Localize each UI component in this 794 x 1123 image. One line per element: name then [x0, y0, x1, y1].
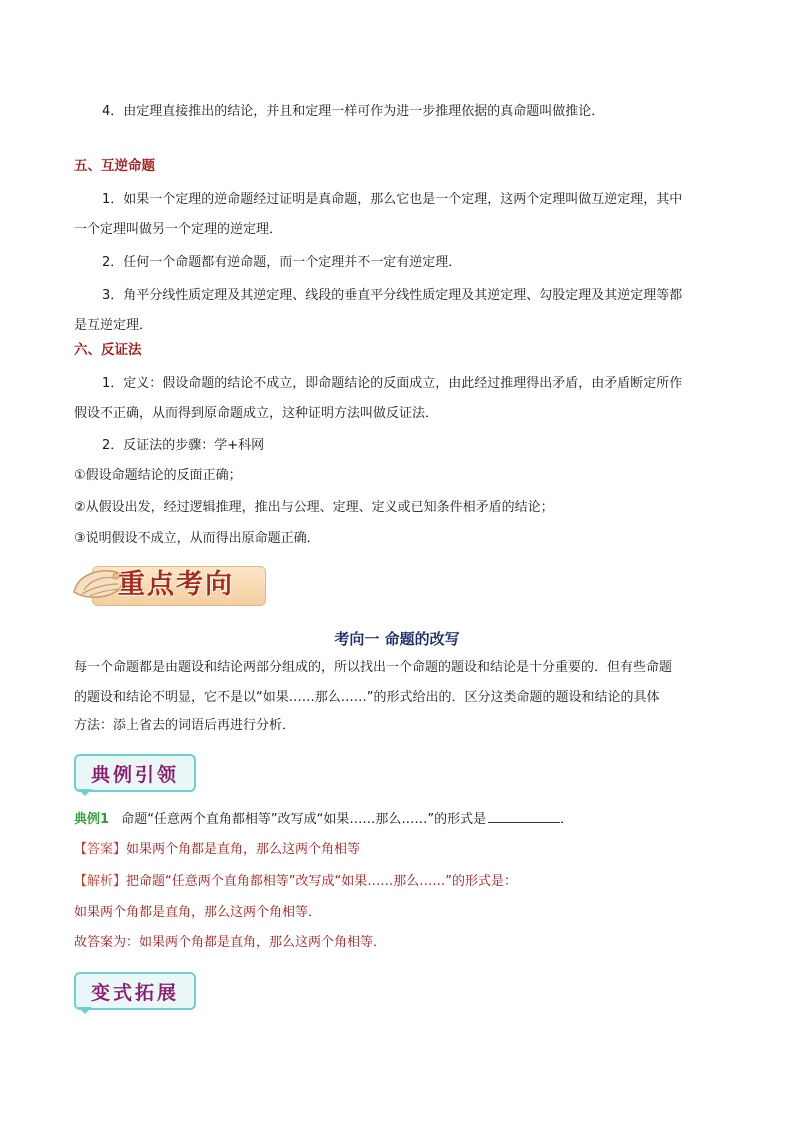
section-heading-converse: 五、互逆命题 — [74, 158, 155, 174]
contradiction-step-3: ③说明假设不成立，从而得出原命题正确． — [74, 531, 320, 546]
section-heading-contradiction: 六、反证法 — [74, 342, 142, 358]
banner-title: 重点考向 — [118, 569, 234, 600]
converse-item-3a: 3．角平分线性质定理及其逆定理、线段的垂直平分线性质定理及其逆定理、勾股定理及其逆定理等都 — [102, 288, 683, 303]
focus-banner — [70, 562, 268, 608]
focus-paragraph-3: 方法：添上省去的词语后再进行分析． — [74, 718, 296, 733]
example-question-line — [74, 808, 724, 830]
contradiction-item-2: 2．反证法的步骤：学+科网 — [102, 438, 265, 453]
answer-blank — [488, 808, 560, 823]
variant-box-text: 变式拓展 — [90, 981, 179, 1004]
analysis-tag: 【解析】 — [74, 874, 127, 889]
converse-item-1a: 1．如果一个定理的逆命题经过证明是真命题，那么它也是一个定理，这两个定理叫做互逆定理，其中 — [102, 192, 683, 207]
converse-item-2: 2．任何一个命题都有逆命题，而一个定理并不一定有逆定理． — [102, 255, 462, 270]
contradiction-item-1b: 假设不正确，从而得到原命题成立，这种证明方法叫做反证法． — [74, 406, 439, 421]
example-question: 命题“任意两个直角都相等”改写成“如果……那么……”的形式是 — [121, 812, 487, 827]
analysis-line — [74, 872, 724, 892]
example-question-end: ． — [560, 812, 574, 827]
contradiction-step-2: ②从假设出发，经过逻辑推理，推出与公理、定理、定义或已知条件相矛盾的结论； — [74, 500, 554, 515]
focus-paragraph-1: 每一个命题都是由题设和结论两部分组成的，所以找出一个命题的题设和结论是十分重要的．但有些命题 — [74, 660, 673, 675]
contradiction-item-1a: 1．定义：假设命题的结论不成立，即命题结论的反面成立，由此经过推理得出矛盾，由矛盾断定所作 — [102, 376, 683, 391]
analysis-text: 把命题“任意两个直角都相等”改写成“如果……那么……”的形式是： — [126, 874, 517, 889]
focus-paragraph-2: 的题设和结论不明显，它不是以“如果……那么……”的形式给出的．区分这类命题的题设和结论的具体 — [74, 690, 660, 705]
contradiction-step-1: ①假设命题结论的反面正确； — [74, 468, 242, 483]
answer-text: 如果两个角都是直角，那么这两个角相等 — [126, 842, 361, 857]
example-tag: 典例1 — [74, 812, 110, 827]
variant-box-label — [72, 970, 198, 1012]
focus-title: 考向一 命题的改写 — [334, 630, 460, 648]
analysis-line-2: 如果两个角都是直角，那么这两个角相等． — [74, 905, 322, 920]
example-box-label — [72, 752, 198, 794]
example-box-text: 典例引领 — [90, 763, 179, 786]
answer-tag: 【答案】 — [74, 842, 127, 857]
converse-item-1b: 一个定理叫做另一个定理的逆定理． — [74, 222, 283, 237]
theorem-item-4: 4．由定理直接推出的结论，并且和定理一样可作为进一步推理依据的真命题叫做推论． — [102, 104, 605, 119]
final-answer-line: 故答案为：如果两个角都是直角，那么这两个角相等． — [74, 935, 387, 950]
converse-item-3b: 是互逆定理． — [74, 318, 153, 333]
answer-line — [74, 840, 724, 860]
